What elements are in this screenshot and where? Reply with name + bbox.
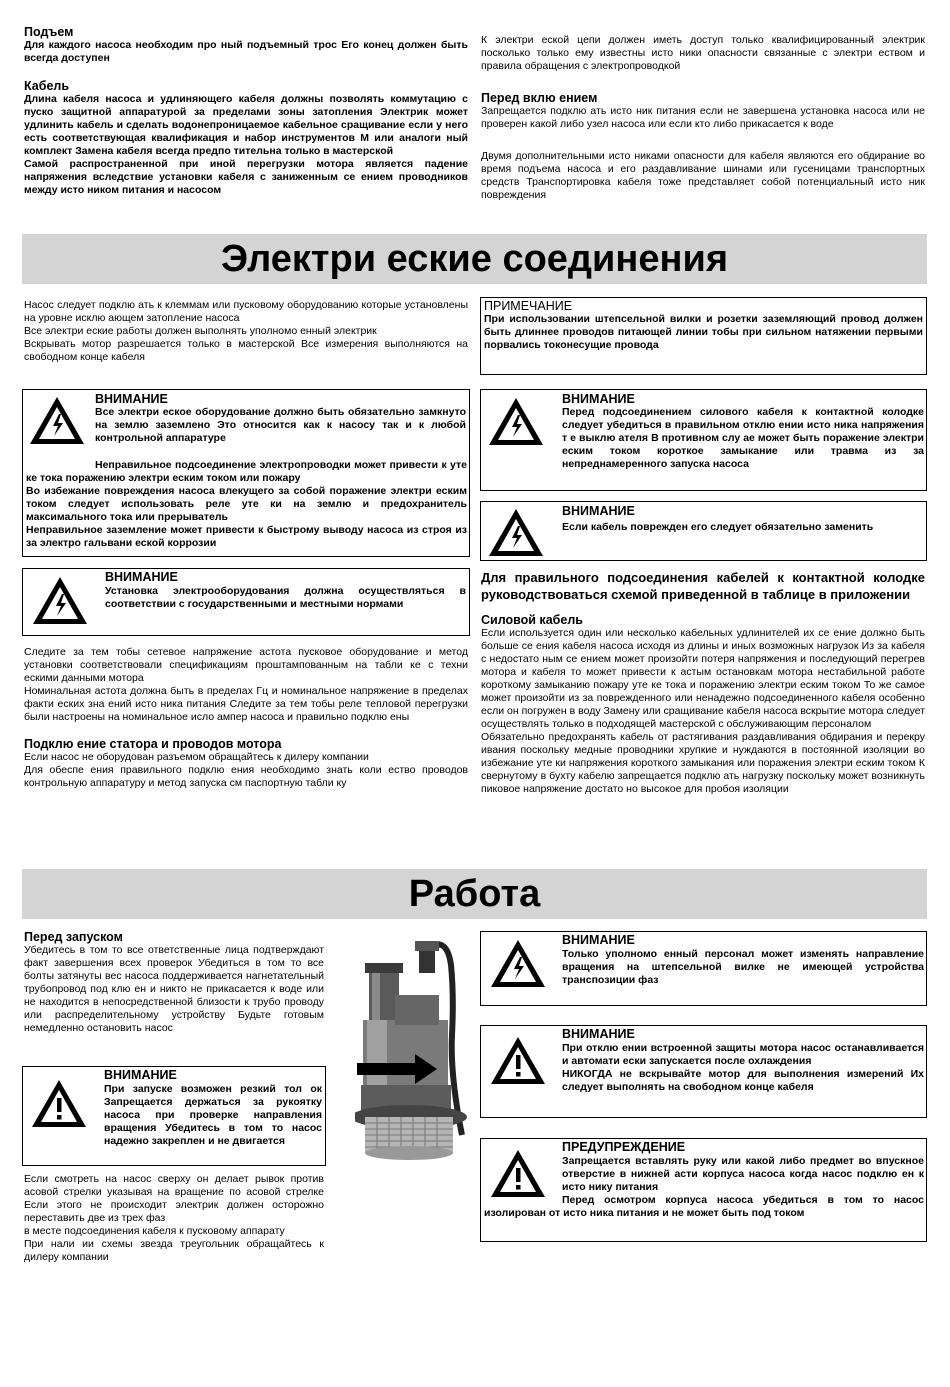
warning-title: ПРЕДУПРЕЖДЕНИЕ — [562, 1140, 686, 1154]
stator-text-2: Для обеспе ения правильного подклю ения необходимо знать коли ество проводов контрольную аппаратуру и метод запуска см паспортную табли ку — [24, 764, 468, 789]
section-banner-operation: Работа — [22, 869, 927, 919]
before-start-section — [24, 930, 324, 1035]
note-text: При использовании штепсельной вилки и розетки заземляющий провод должен быть длиннее проводов питающей линии тобы при сильном натяжении первыми порвались токонесущие провода — [484, 313, 923, 351]
top-right-column — [481, 34, 925, 202]
cable-text: Длина кабеля насоса и удлиняющего кабеля должны позволять коммутацию с пуско защитной аппаратурой за пределами зоны затопления Электрик может удлинить кабель и сделать водонепроницаемое кабельное сращивание если у него есть соответствующая квалификация и набор инструментов М или аналоги ный комплект Замена кабеля всегда предпо тительна только в мастерской — [24, 93, 468, 157]
warning-text-wiring: Неправильное подсоединение электропроводки может привести к уте ке тока поражению электри еским током или пожару — [26, 459, 467, 484]
warning-title: ВНИМАНИЕ — [562, 504, 635, 518]
electrician-intro: К электри еской цепи должен иметь доступ только квалифицированный электрик посколько только ему известны исто ники опасности связанные с электри еством и правила обращения с электропроводкой — [481, 34, 925, 72]
cable-title: Кабель — [24, 79, 70, 93]
electric-hazard-icon — [28, 394, 86, 446]
connection-guide-text: Для правильного подсоединения кабелей к контактной колодке руководствоваться схемой приведенной в таблице в приложении — [481, 570, 925, 602]
rotation-text-3: При нали ии схемы звезда треугольник обращайтесь к дилеру компании — [24, 1238, 324, 1263]
warning-title: ВНИМАНИЕ — [562, 392, 635, 406]
warning-title: ВНИМАНИЕ — [562, 933, 635, 947]
warning-text-grounding: Все электри еское оборудование должно быть обязательно замкнуто на землю заземлено Это относится как к насосу так и к любой контрольной аппаратуре — [95, 406, 466, 444]
power-cable-title: Силовой кабель — [481, 613, 583, 627]
warning-box-standards — [22, 568, 470, 636]
note-box — [480, 297, 927, 375]
stator-text-1: Если насос не оборудован разъемом обращайтесь к дилеру компании — [24, 751, 369, 763]
warning-text-corrosion: Неправильное заземление может привести к быстрому выводу насоса из строя из за электро гальвани еской коррозии — [26, 524, 467, 549]
warning-text-damaged-cable: Если кабель поврежден его следует обязательно заменить — [562, 521, 874, 533]
rotation-text-2: в месте подсоединения кабеля к пусковому аппарату — [24, 1225, 285, 1237]
cable-danger-text: Двумя дополнительными исто никами опасности для кабеля являются его обдирание во время подъема насоса и его раздавливание шинами или гусеницами транспортных средств Транспортировка кабеля тоже представляет собой потенциальный исто ник повреждения — [481, 150, 925, 201]
warning-box-start-jerk — [22, 1066, 326, 1166]
note-title: ПРИМЕЧАНИЕ — [484, 299, 573, 313]
warning-text-disconnect: Перед подсоединением силового кабеля к контактной колодке следует убедиться в правильном отклю ении исто ника напряжения т е выклю ателя В противном слу ае может быть поражение электри еским током короткое замыкание или травма из за непреднамеренного запуска насоса — [562, 406, 924, 470]
lift-text: Для каждого насоса необходим про ный подъемный трос Его конец должен быть всегда доступен — [24, 39, 468, 64]
electric-hazard-icon — [31, 574, 89, 626]
warning-text-relay: Во избежание повреждения насоса влекущего за собой поражение электри еским током следует использовать реле уте ки на землю и предохранитель максимального тока или прерыватель — [26, 485, 467, 523]
electric-hazard-icon — [489, 937, 547, 989]
power-cable-section — [481, 569, 925, 796]
rotation-text-1: Если смотреть на насос сверху он делает рывок против асовой стрелки указывая на вращение по асовой стрелке Если этого не происходит электрик должен осторожно переставить две из трех фаз — [24, 1173, 324, 1224]
warning-exclamation-icon — [489, 1034, 547, 1086]
section-banner-electrical: Электри еские соединения — [22, 234, 927, 284]
warning-box-thermal — [480, 1025, 927, 1118]
warning-text-standards: Установка электрооборудования должна осуществляться в соответствии с государственными и местными нормами — [105, 585, 466, 610]
before-start-text: Убедитесь в том то все ответственные лица подтверждают факт завершения всех проверок Убедиться в том то все болты затянуты вес насоса поддерживается нагнетательный трубопровод под клю ен и никто не прикасается к воде или не находится в непосредственной близости к трубо проводу или распределительному устройству Будьте готовым немедленно остановить насос — [24, 944, 324, 1034]
warning-box-rotation — [480, 931, 927, 1006]
stator-title: Подклю ение статора и проводов мотора — [24, 737, 282, 751]
cable-text-2: Самой распространенной при иной перегрузки мотора является падение напряжения вследствие установки кабеля с заниженным се ением проводников между исто ником питания и насосом — [24, 158, 468, 196]
warning-box-grounding — [22, 389, 470, 557]
before-on-title: Перед вклю ением — [481, 91, 598, 105]
pump-image — [355, 935, 470, 1165]
warning-title: ВНИМАНИЕ — [105, 570, 178, 584]
warning-box-damaged-cable — [480, 501, 927, 561]
warning-text-inlet: Запрещается вставлять руку или какой либо предмет во впускное отверстие в нижней асти корпуса насоса когда насос подклю ен к исто нику питания — [562, 1155, 924, 1193]
warning-text-start-jerk: При запуске возможен резкий тол ок Запрещается держаться за рукоятку насоса при проверке направления вращения Убедитесь в том то насос надежно закреплен и не двигается — [104, 1083, 322, 1147]
top-left-column — [24, 25, 468, 197]
rotation-section — [24, 1173, 324, 1264]
voltage-text-1: Следите за тем тобы сетевое напряжение астота пусковое оборудование и метод установки соответствовали спецификациям проштампованным на табли ке с техни ескими данными мотора — [24, 646, 468, 684]
warning-box-disconnect — [480, 389, 927, 491]
warning-text-thermal: При отклю ении встроенной защиты мотора насос останавливается и автомати ески запускается после охлаждения — [562, 1042, 924, 1067]
electric-hazard-icon — [487, 506, 545, 558]
intro-text-2: Все электри еские работы должен выполнять уполномо енный электрик — [24, 325, 377, 337]
warning-text-never-open: НИКОГДА не вскрывайте мотор для выполнения измерений Их следует выполнять на свободном конце кабеля — [562, 1068, 924, 1093]
intro-text-3: Вскрывать мотор разрешается только в мастерской Все измерения выполняются на свободном конце кабеля — [24, 338, 468, 363]
before-on-text: Запрещается подклю ать исто ник питания если не завершена установка насоса или не проверен какой либо узел насоса или если кто либо прикасается к воде — [481, 105, 925, 130]
warning-text-rotation: Только уполномо енный персонал может изменять направление вращения на штепсельной вилке не имеющей устройства транспозиции фаз — [562, 948, 924, 986]
lift-title: Подъем — [24, 25, 74, 39]
before-start-title: Перед запуском — [24, 930, 123, 944]
voltage-section — [24, 646, 468, 790]
electrical-intro — [24, 299, 468, 364]
warning-title: ВНИМАНИЕ — [95, 392, 168, 406]
warning-box-inlet — [480, 1138, 927, 1242]
voltage-text-2: Номинальная астота должна быть в пределах Гц и номинальное напряжение в пределах факти еских зна ений исто ника питания Следите за тем тобы реле тепловой перегрузки были настроены на номинальное исло ампер насоса и правильно подклю ены — [24, 685, 468, 723]
warning-title: ВНИМАНИЕ — [104, 1068, 177, 1082]
warning-title: ВНИМАНИЕ — [562, 1027, 635, 1041]
warning-text-isolated: Перед осмотром корпуса насоса убедиться в том то насос изолирован от исто ника питания и не может быть под током — [484, 1194, 924, 1219]
power-cable-text-1: Если используется один или несколько кабельных удлинителей их се ение должно быть больше се ения кабеля насоса исходя из длины и иных возможных нагрузок Из за кабеля с недостато ным се ением может произойти потеря напряжения и последующий перегрев мотора и кабеля то может привести к астым остановкам мотора нестабильной работе короткому замыканию пожару уте ке тока и поражению электри еским током То же самое может произойти из за поврежденного или ненадежно подсоединенного кабеля особенно если он погружен в воду Замену или сращивание кабеля насоса вскрытие мотора следует осуществлять только в подходящей мастерской с обслуживающим персоналом — [481, 627, 925, 730]
power-cable-text-2: Обязательно предохранять кабель от растягивания раздавливания обдирания и перекру ивания поскольку медные проводники хрупкие и нуждаются в постоянной изоляции во избежание уте ки напряжения короткого замыкания или поражения электри еским током К свернутому в бухту кабелю запрещается подклю ать нагрузку поскольку может возникнуть пиковое напряжение достато но высокое для пробоя изоляции — [481, 731, 925, 795]
intro-text-1: Насос следует подклю ать к клеммам или пусковому оборудованию которые установлены на уровне исклю ающем затопление насоса — [24, 299, 468, 324]
